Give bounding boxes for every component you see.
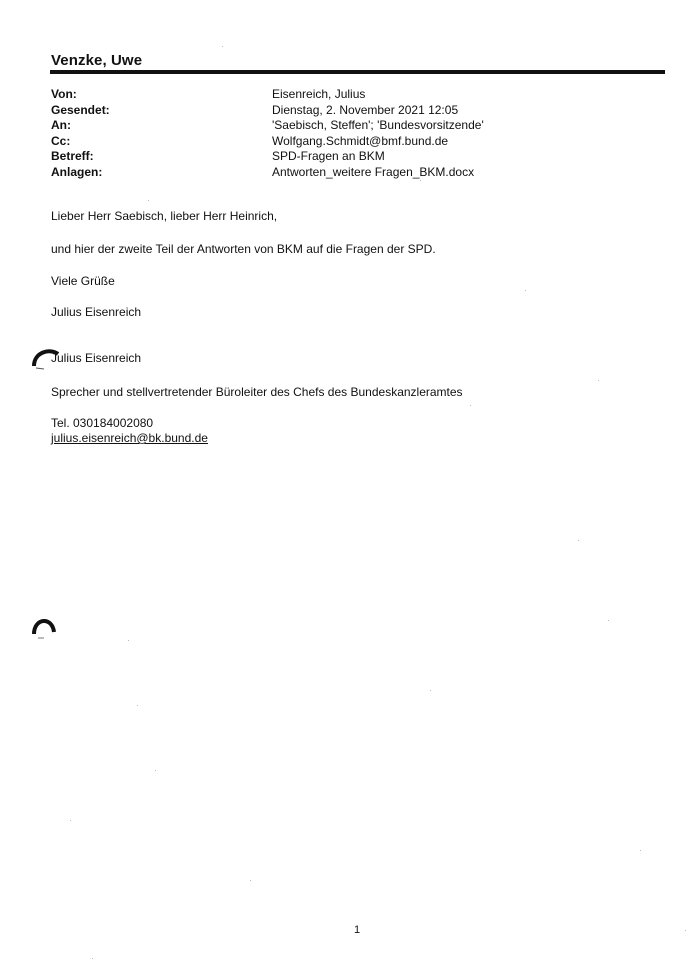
scan-speck	[128, 640, 129, 641]
meta-row-from	[51, 87, 651, 103]
body-sender: Julius Eisenreich	[51, 305, 142, 319]
scan-speck	[148, 200, 149, 201]
body-greeting: Lieber Herr Saebisch, lieber Herr Heinrich,	[51, 209, 278, 223]
meta-value-attachments: Antworten_weitere Fragen_BKM.docx	[272, 164, 475, 179]
meta-row-subject	[51, 149, 651, 165]
signature-block	[51, 351, 463, 445]
meta-label-attachments: Anlagen:	[51, 164, 103, 179]
meta-value-sent: Dienstag, 2. November 2021 12:05	[272, 102, 459, 117]
scan-speck	[598, 380, 599, 381]
signature-phone: Tel. 030184002080	[51, 416, 154, 430]
meta-value-from: Eisenreich, Julius	[272, 87, 366, 101]
meta-row-attachments	[51, 165, 651, 181]
meta-row-sent	[51, 103, 651, 119]
scan-speck	[92, 958, 93, 959]
signature-name: Julius Eisenreich	[51, 351, 142, 365]
meta-label-subject: Betreff:	[51, 149, 94, 164]
meta-label-to: An:	[51, 118, 71, 133]
meta-row-cc	[51, 134, 651, 150]
punch-hole-mark-upper	[30, 344, 60, 370]
scan-speck	[470, 405, 471, 406]
scan-speck	[137, 705, 138, 706]
body-paragraph: und hier der zweite Teil der Antworten von BKM auf die Fragen der SPD.	[51, 242, 436, 256]
scan-speck	[250, 880, 251, 881]
header-rule	[50, 70, 665, 74]
scan-speck	[222, 46, 223, 47]
signature-title: Sprecher und stellvertretender Büroleiter des Chefs des Bundeskanzleramtes	[51, 385, 463, 399]
email-meta-table	[51, 87, 651, 181]
meta-value-cc: Wolfgang.Schmidt@bmf.bund.de	[272, 133, 449, 148]
header-name: Venzke, Uwe	[51, 52, 143, 69]
meta-row-to	[51, 118, 651, 134]
scan-speck	[155, 770, 156, 771]
scan-speck	[430, 690, 431, 691]
punch-hole-mark-lower	[30, 612, 58, 640]
scan-speck	[608, 620, 609, 621]
meta-label-cc: Cc:	[51, 133, 71, 148]
signature-email-link[interactable]: julius.eisenreich@bk.bund.de	[51, 431, 208, 445]
meta-label-from: Von:	[51, 87, 77, 101]
meta-label-sent: Gesendet:	[51, 102, 110, 117]
scan-speck	[420, 180, 421, 181]
scan-speck	[70, 820, 71, 821]
scan-speck	[578, 540, 579, 541]
meta-value-to: 'Saebisch, Steffen'; 'Bundesvorsitzende'	[272, 118, 484, 133]
scan-speck	[685, 930, 686, 931]
page-number: 1	[354, 924, 361, 936]
meta-value-subject: SPD-Fragen an BKM	[272, 149, 385, 164]
scan-speck	[525, 290, 526, 291]
body-closing: Viele Grüße	[51, 274, 115, 288]
scan-speck	[640, 850, 641, 851]
